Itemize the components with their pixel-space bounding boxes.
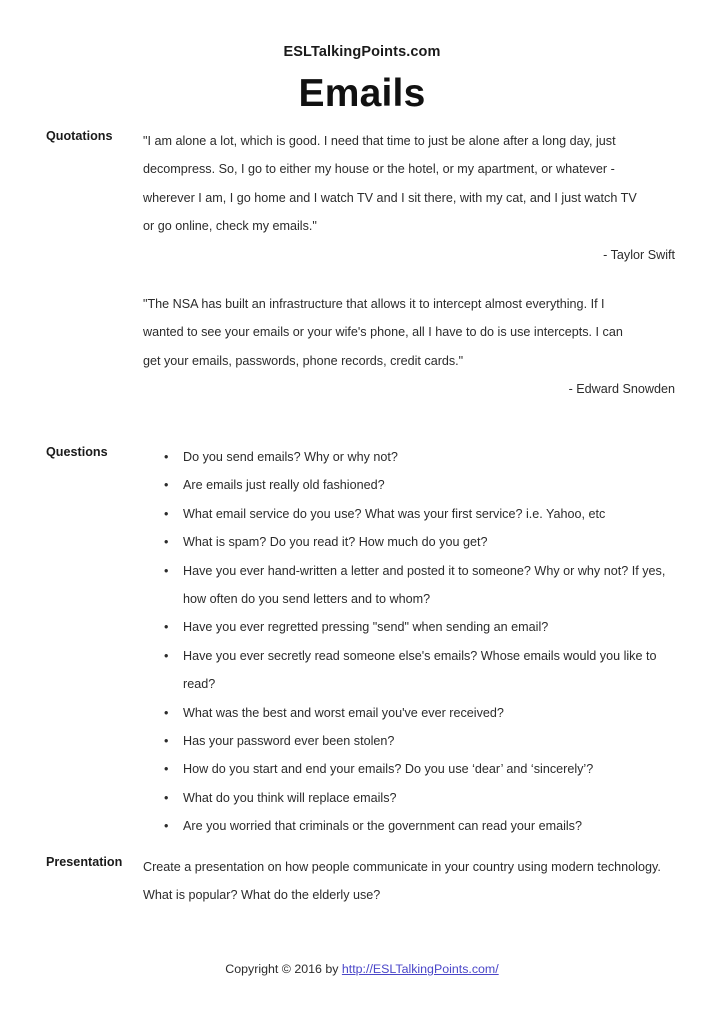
question-text: Have you ever regretted pressing "send" when sending an email?	[183, 620, 549, 635]
list-item	[143, 699, 678, 727]
bullet-icon: •	[164, 563, 169, 578]
list-item	[143, 557, 678, 614]
bullet-icon: •	[164, 506, 169, 521]
section-quotations	[46, 127, 678, 404]
list-item	[143, 471, 678, 499]
bullet-icon: •	[164, 648, 169, 663]
bullet-icon: •	[164, 819, 169, 834]
question-text: What do you think will replace emails?	[183, 790, 397, 805]
question-text: What email service do you use? What was your first service? i.e. Yahoo, etc	[183, 506, 606, 521]
section-label-questions: Questions	[46, 445, 108, 459]
section-questions	[46, 443, 678, 841]
page-title: Emails	[298, 72, 426, 115]
bullet-icon: •	[164, 790, 169, 805]
quotation-item	[143, 127, 678, 269]
footer-link[interactable]: http://ESLTalkingPoints.com/	[341, 962, 499, 976]
bullet-icon: •	[164, 535, 169, 550]
list-item	[143, 755, 678, 783]
presentation-text: Create a presentation on how people communicate in your country using modern technology. What is popular? What do the elderly use?	[143, 860, 661, 903]
list-item	[143, 727, 678, 755]
question-text: Have you ever secretly read someone else's emails? Whose emails would you like to read?	[183, 648, 657, 692]
quotation-spacer	[143, 269, 678, 290]
bullet-icon: •	[164, 620, 169, 635]
quotation-attribution: - Taylor Swift	[603, 247, 675, 262]
quotation-item	[143, 290, 678, 404]
list-item	[143, 500, 678, 528]
section-label-presentation: Presentation	[46, 855, 123, 869]
question-text: What is spam? Do you read it? How much do you get?	[183, 535, 488, 550]
site-name: ESLTalkingPoints.com	[283, 44, 441, 60]
bullet-icon: •	[164, 762, 169, 777]
list-item	[143, 642, 678, 699]
list-item	[143, 812, 678, 840]
quotation-attribution: - Edward Snowden	[568, 382, 675, 397]
question-text: What was the best and worst email you've ever received?	[183, 705, 504, 720]
question-text: Do you send emails? Why or why not?	[183, 450, 398, 464]
section-presentation	[46, 853, 678, 910]
list-item	[143, 613, 678, 641]
section-label-quotations: Quotations	[46, 129, 113, 143]
question-text: Have you ever hand-written a letter and posted it to someone? Why or why not? If yes, how often do you send letters and to whom?	[183, 563, 666, 607]
list-item	[143, 528, 678, 556]
question-text: Are emails just really old fashioned?	[183, 478, 385, 493]
bullet-icon: •	[164, 450, 169, 464]
questions-body	[143, 443, 678, 841]
quotations-body	[143, 127, 678, 404]
copyright-text: Copyright © 2016 by	[225, 962, 342, 976]
list-item	[143, 443, 678, 471]
bullet-icon: •	[164, 734, 169, 749]
questions-list	[143, 443, 678, 841]
bullet-icon: •	[164, 478, 169, 493]
quotation-text: "The NSA has built an infrastructure that allows it to intercept almost everything. If I wanted to see your emails or your wife's phone, all I have to do is use intercepts. I can get your emails, passwords, phone records, credit cards."	[143, 297, 623, 368]
list-item	[143, 784, 678, 812]
question-text: How do you start and end your emails? Do you use ‘dear’ and ‘sincerely’?	[183, 762, 594, 777]
question-text: Has your password ever been stolen?	[183, 734, 395, 749]
quotation-text: "I am alone a lot, which is good. I need that time to just be alone after a long day, just decompress. So, I go to either my house or the hotel, or my apartment, or whatever - wherever I am, I go home and I watch TV and I sit there, with my cat, and I just watch TV or go online, check my emails."	[143, 134, 637, 234]
presentation-body	[143, 853, 678, 910]
question-text: Are you worried that criminals or the government can read your emails?	[183, 819, 582, 834]
footer	[0, 962, 724, 976]
bullet-icon: •	[164, 705, 169, 720]
